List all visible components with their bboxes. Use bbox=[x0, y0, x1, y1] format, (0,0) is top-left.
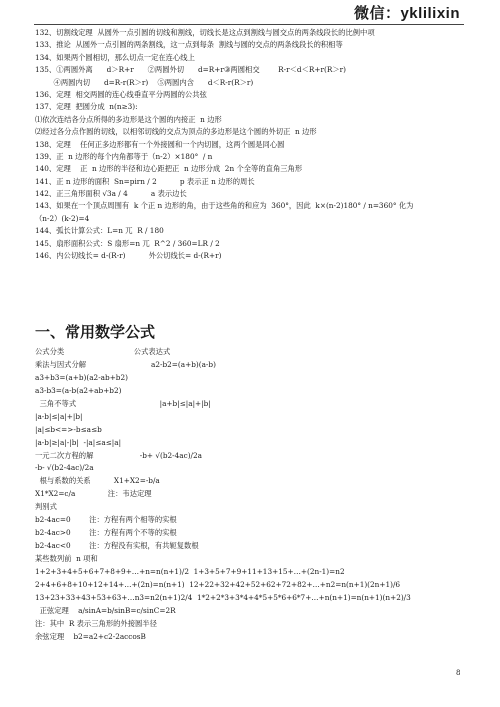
text-line: （n-2）(k-2)=4 bbox=[35, 213, 90, 223]
formula-line: 三角不等式 |a+b|≤|a|+|b| bbox=[35, 398, 211, 408]
header-divider bbox=[34, 24, 464, 25]
formula-line: 乘法与因式分解 a2-b2=(a+b)(a-b) bbox=[35, 359, 216, 369]
formula-line: X1*X2=c/a 注：韦达定理 bbox=[35, 489, 152, 499]
text-line: 141、正 n 边形的面积 Sn=pirn / 2 p 表示正 n 边形的周长 bbox=[35, 176, 255, 186]
text-line: 132、切割线定理 从圆外一点引圆的切线和割线，切线长是这点到割线与圆交点的两条线段长的比例中项 bbox=[35, 28, 375, 37]
formula-line: |a-b|≤|a|+|b| bbox=[35, 411, 83, 421]
formula-list bbox=[35, 346, 467, 644]
formula-line: a3+b3=(a+b)(a2-ab+b2) bbox=[35, 372, 128, 382]
formula-line: 某些数列前 n 项和 bbox=[35, 554, 98, 563]
formula-line: b2-4ac=0 注：方程有两个相等的实根 bbox=[35, 515, 177, 525]
section-title: 一、常用数学公式 bbox=[35, 323, 156, 341]
text-line: 142、正三角形面积 √3a / 4 a 表示边长 bbox=[35, 189, 187, 199]
formula-line: 余弦定理 b2=a2+c2-2accosB bbox=[35, 631, 146, 641]
text-line: 144、弧长计算公式：L=n 兀 R / 180 bbox=[35, 226, 164, 236]
text-line: 137、定理 把圆分成 n(n≥3): bbox=[35, 102, 138, 112]
formula-line: a3-b3=(a-b(a2+ab+b2) bbox=[35, 385, 122, 395]
formula-line: 2+4+6+8+10+12+14+…+(2n)=n(n+1) 12+22+32+42+52+62+72+82+…+n2=n(n+1)(2n+1)/6 bbox=[35, 579, 401, 589]
text-line: ④两圆内切 d=R-r(R＞r) ⑤两圆内含 d＜R-r(R＞r) bbox=[35, 77, 254, 87]
formula-line: b2-4ac>0 注：方程有两个不等的实根 bbox=[35, 528, 177, 538]
text-line: 138、定理 任何正多边形都有一个外接圆和一个内切圆，这两个圆是同心圆 bbox=[35, 139, 285, 149]
text-line: 136、定理 相交两圆的连心线垂直平分两圆的公共弦 bbox=[35, 89, 207, 99]
theorem-list bbox=[35, 27, 467, 262]
text-line: 146、内公切线长= d-(R-r) 外公切线长= d-(R+r) bbox=[35, 251, 222, 261]
formula-line: |a|≤b<=>-b≤a≤b bbox=[35, 424, 102, 434]
text-line: 135、①两圆外离 d＞R+r ②两圆外切 d=R+r③两圆相交 R-r＜d＜R+r(R＞r) bbox=[35, 65, 346, 75]
formula-line: 公式分类 公式表达式 bbox=[35, 347, 171, 356]
text-line: 139、正 n 边形的每个内角都等于（n-2）×180° / n bbox=[35, 151, 213, 161]
text-line: 145、扇形面积公式：S 扇形=n 兀 R^2 / 360=LR / 2 bbox=[35, 238, 220, 248]
text-line: 133、推论 从圆外一点引圆的两条割线，这一点到每条 割线与圆的交点的两条线段长的积相等 bbox=[35, 40, 343, 50]
formula-line: 一元二次方程的解 -b+ √(b2-4ac)/2a bbox=[35, 450, 202, 460]
formula-line: 根与系数的关系 X1+X2=-b/a bbox=[35, 476, 160, 486]
formula-line: 正弦定理 a/sinA=b/sinB=c/sinC=2R bbox=[35, 605, 176, 615]
page-number: 8 bbox=[456, 669, 461, 677]
formula-line: 注：其中 R 表示三角形的外接圆半径 bbox=[35, 618, 157, 628]
text-line: ⑴依次连结各分点所得的多边形是这个圆的内接正 n 边形 bbox=[35, 114, 222, 124]
page-header: 微信：yklilixin bbox=[353, 5, 460, 22]
formula-line: 13+23+33+43+53+63+…n3=n2(n+1)2/4 1*2+2*3+3*4+4*5+5*6+6*7+…+n(n+1)=n(n+1)(n+2)/3 bbox=[35, 592, 411, 602]
formula-line: -b- √(b2-4ac)/2a bbox=[35, 463, 94, 473]
text-line: 134、如果两个圆相切，那么切点一定在连心线上 bbox=[35, 52, 195, 62]
formula-line: 判别式 bbox=[35, 502, 57, 512]
formula-line: b2-4ac<0 注：方程没有实根，有共轭复数根 bbox=[35, 541, 199, 551]
text-line: ⑵经过各分点作圆的切线，以相邻切线的交点为顶点的多边形是这个圆的外切正 n 边形 bbox=[35, 127, 317, 137]
text-line: 143、如果在一个顶点周围有 k 个正 n 边形的角，由于这些角的和应为 360°，因此 k×(n-2)180° / n=360° 化为 bbox=[35, 201, 414, 211]
formula-line: 1+2+3+4+5+6+7+8+9+…+n=n(n+1)/2 1+3+5+7+9+11+13+15+…+(2n-1)=n2 bbox=[35, 566, 345, 576]
text-line: 140、定理 正 n 边形的半径和边心距把正 n 边形分成 2n 个全等的直角三角形 bbox=[35, 164, 303, 174]
formula-line: |a-b|≥|a|-|b| -|a|≤a≤|a| bbox=[35, 437, 122, 447]
